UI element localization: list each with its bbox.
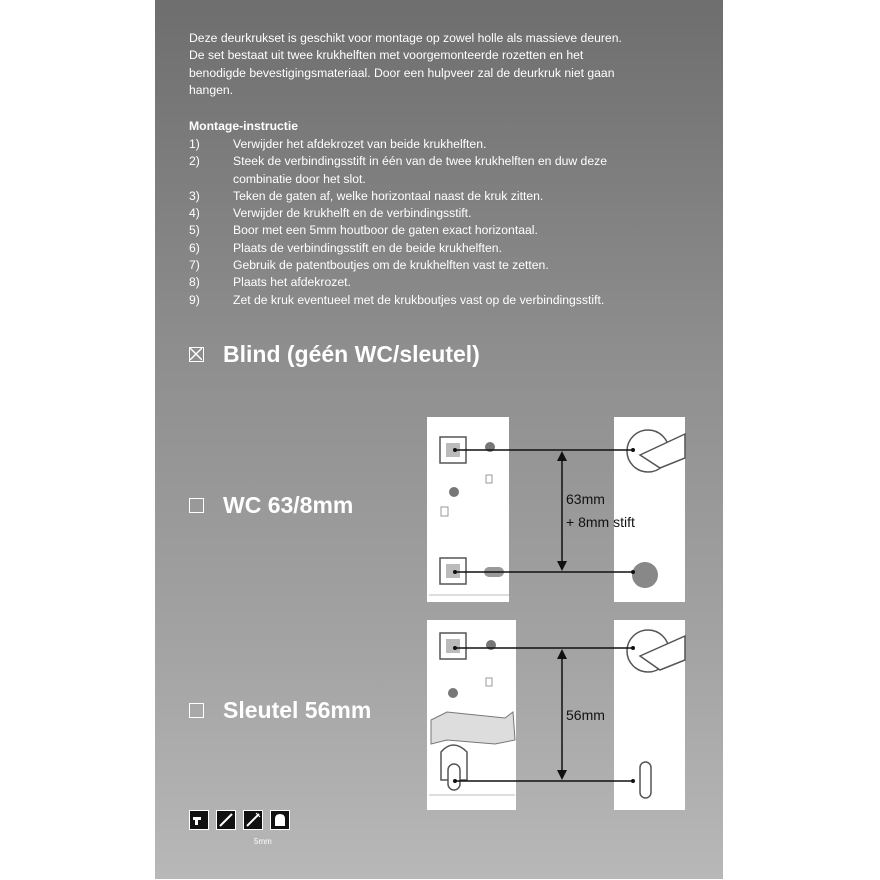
step-number: 7) <box>189 258 200 273</box>
icon-label: 5mm <box>254 837 272 846</box>
step-text: Steek de verbindingsstift in één van de twee krukhelften en duw deze <box>233 154 607 169</box>
drill-icon <box>216 810 236 830</box>
product-panel <box>155 0 723 879</box>
keyhole-icon <box>640 762 651 798</box>
option-label: WC 63/8mm <box>223 492 354 518</box>
step-text: Gebruik de patentboutjes om de krukhelften vast te zetten. <box>233 258 549 273</box>
step-text: Verwijder de krukhelft en de verbindingsstift. <box>233 206 472 221</box>
dimension-label: + 8mm stift <box>566 514 635 530</box>
step-text: Teken de gaten af, welke horizontaal naast de kruk zitten. <box>233 188 544 203</box>
step-number: 1) <box>189 137 200 151</box>
step-text: Plaats de verbindingsstift en de beide krukhelften. <box>233 240 502 255</box>
footer-icons <box>189 810 290 830</box>
option-label: Sleutel 56mm <box>223 697 372 723</box>
option-label: Blind (géén WC/sleutel) <box>223 341 480 367</box>
sleutel-diagram <box>155 0 723 879</box>
intro-line: Deze deurkrukset is geschikt voor montage op zowel holle als massieve deuren. <box>189 31 622 45</box>
intro-line: benodigde bevestigingsmateriaal. Door een hulpveer zal de deurkruk niet gaan <box>189 65 615 80</box>
step-number: 6) <box>189 240 200 255</box>
step-number: 5) <box>189 223 200 238</box>
step-number: 3) <box>189 188 200 203</box>
step-text: Boor met een 5mm houtboor de gaten exact horizontaal. <box>233 223 538 238</box>
step-text: combinatie door het slot. <box>233 171 366 186</box>
step-text: Zet de kruk eventueel met de krukboutjes vast op de verbindingsstift. <box>233 292 605 307</box>
step-number: 2) <box>189 154 200 169</box>
steps-title: Montage-instructie <box>189 119 299 133</box>
hollow-door-icon <box>189 810 209 830</box>
step-number: 4) <box>189 206 200 221</box>
step-number: 8) <box>189 275 200 290</box>
step-text: Plaats het afdekrozet. <box>233 275 351 290</box>
intro-line: hangen. <box>189 82 234 97</box>
drill-5mm-icon <box>243 810 263 830</box>
screw-hole <box>448 688 458 698</box>
dimension-label: 63mm <box>566 491 605 507</box>
solid-door-icon <box>270 810 290 830</box>
step-text: Verwijder het afdekrozet van beide krukhelften. <box>233 137 487 151</box>
intro-line: De set bestaat uit twee krukhelften met voorgemonteerde rozetten en het <box>189 48 584 63</box>
step-number: 9) <box>189 292 200 307</box>
dimension-label: 56mm <box>566 707 605 723</box>
